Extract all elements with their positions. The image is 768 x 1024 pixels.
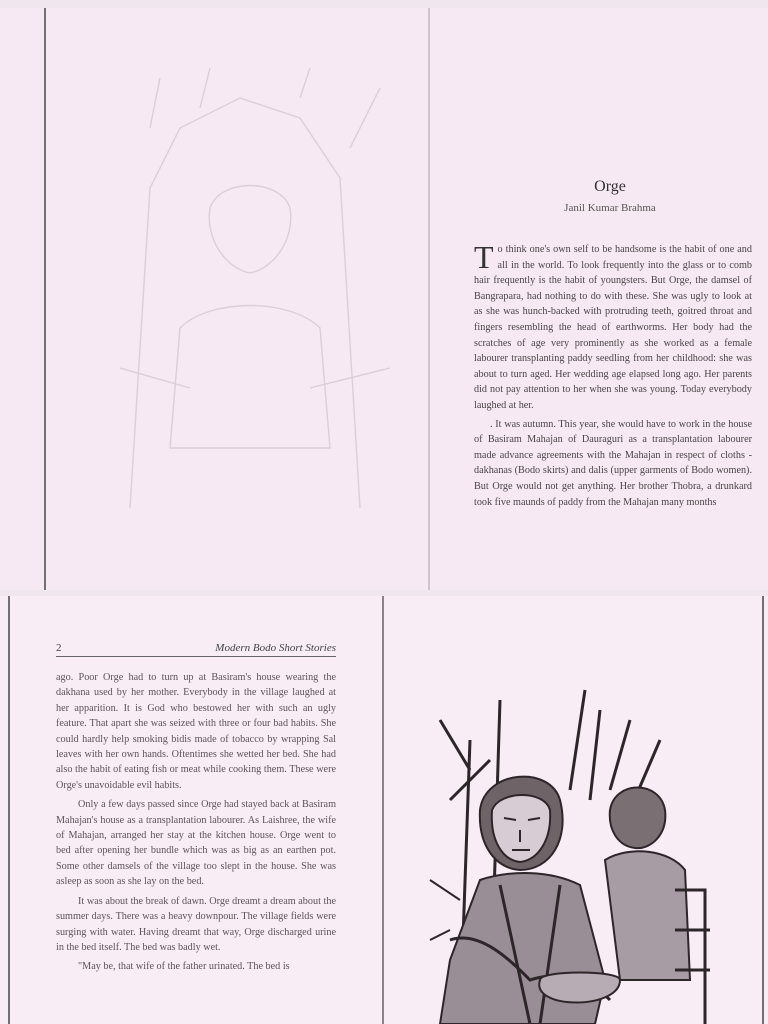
page-edge-left (8, 596, 10, 1024)
book-title: Modern Bodo Short Stories (215, 642, 336, 654)
book-gutter (382, 596, 384, 1024)
story-illustration (420, 680, 720, 1024)
story-paragraph (474, 239, 752, 414)
page-edge-left (44, 8, 46, 590)
story-paragraph: . It was autumn. This year, she would have to work in the house of Basiram Mahajan of Dauraguri as a transplantation labourer made advance agreements with the Mahajan in respect of cloths - dakhanas (Bodo skirts) and dalis (upper garments of Bodo women). But Orge would not get anything. Her brother Thobra, a drunkard took five maunds of paddy from the Mahajan many months (474, 418, 752, 508)
page-number: 2 (56, 642, 62, 654)
left-paragraph: "May be, that wife of the father urinated. The bed is (78, 961, 290, 973)
story-paragraph-text: o think one's own self to be handsome is the habit of one and all in the world. To look frequently into the glass or to comb hair frequently is the habit of youngsters. But Orge, the damsel of Bangrapara, had nothing to do with these. She was ugly to look at as she was hunch-backed with protruding teeth, goitred throat and fingers resembling the head of earthworms. Her body had the scratches of age very prominently as she worked as a female labourer transplanting paddy seedling from her childhood: she was about to turn aged. Her wedding age elapsed long ago. Her parents did not pay attention to her when she was young. Today everybody laughed at her. (474, 244, 752, 411)
running-header (56, 642, 336, 657)
book-gutter (428, 8, 430, 590)
left-paragraph: It was about the break of dawn. Orge dreamt a dream about the summer days. There was a heavy downpour. The village fields were surging with water. Having dreamt that way, Orge discharged urine in the bed itself. The bed was badly wet. (56, 895, 336, 953)
story-author: Janil Kumar Brahma (564, 202, 656, 214)
top-page-spread (0, 8, 768, 590)
left-paragraph: Only a few days passed since Orge had stayed back at Basiram Mahajan's house as a transplantation labourer. As Laishree, the wife of Mahajan, arranged her stay at the kitchen house. Orge went to bed after opening her bundle which was as big as an earthen pot. Some other damsels of the village too slept in the house. She was asleep as soon as she lay on the bed. (56, 799, 336, 888)
faint-show-through-illustration (90, 68, 410, 528)
left-page-body (56, 670, 336, 975)
drop-cap: T (474, 239, 494, 275)
left-paragraph: ago. Poor Orge had to turn up at Basiram's house wearing the dakhana used by her mother. Everybody in the village laughed at her apparition. It is God who bestowed her with such an ugly feature. That apart she was seized with three or four bad habits. She could hardly help smoking bidis made of tobacco by wrapping Sal leaves with her own hands. Oftentimes she wetted her bed. She had also the habit of eating fish or meat while cooking them. These were Orge's unavoidable evil habits. (56, 672, 336, 791)
story-body (474, 239, 752, 510)
page-edge-right (762, 596, 764, 1024)
story-title: Orge (594, 178, 626, 195)
